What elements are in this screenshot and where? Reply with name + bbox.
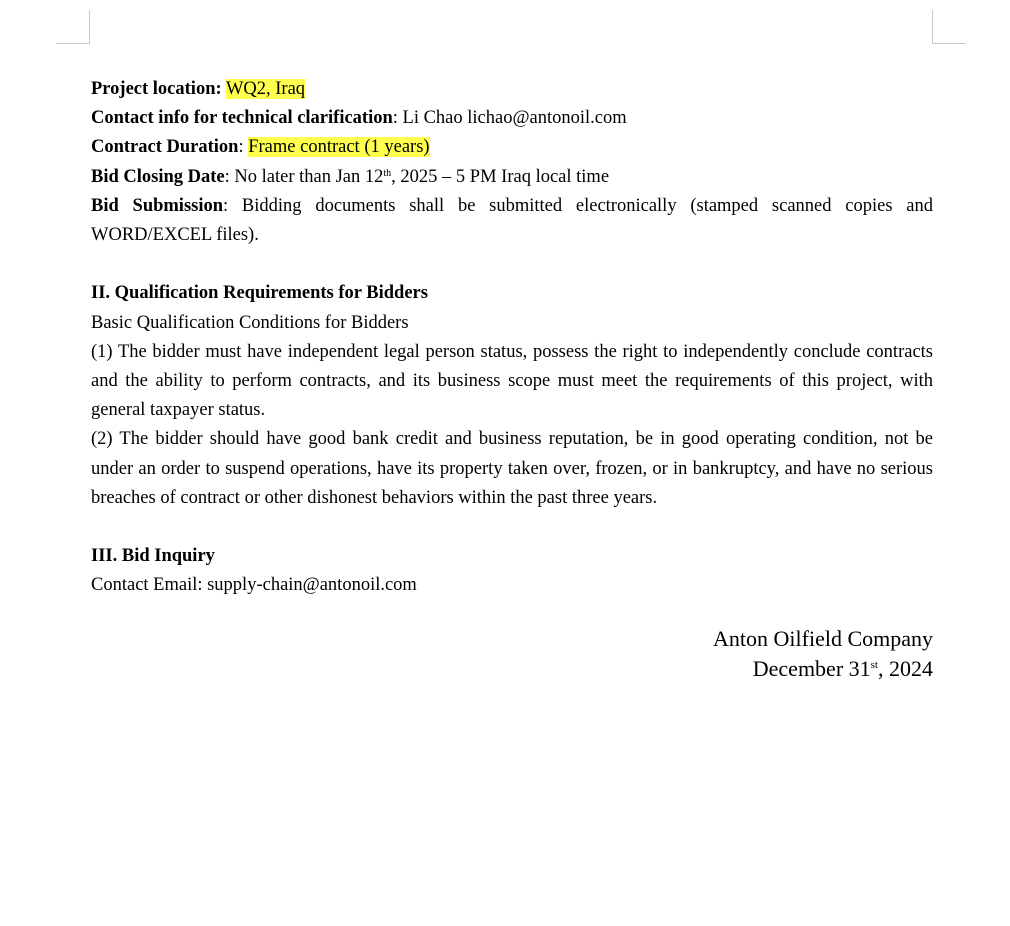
spacer bbox=[91, 250, 933, 279]
section-2-heading bbox=[91, 279, 933, 308]
signature-date-ordinal: st bbox=[870, 659, 878, 671]
project-location-line bbox=[91, 75, 933, 104]
signature-date bbox=[713, 654, 933, 684]
contract-duration-line bbox=[91, 133, 933, 162]
section-2-subheading: Basic Qualification Conditions for Bidders bbox=[91, 312, 409, 333]
page-corner-mark-top-right bbox=[932, 10, 966, 44]
technical-contact-label: Contact info for technical clarification bbox=[91, 108, 393, 129]
section-3-heading bbox=[91, 542, 933, 571]
contract-duration-separator: : bbox=[238, 137, 249, 158]
signature-date-year: , 2024 bbox=[878, 656, 933, 681]
bid-submission-value: : Bidding documents shall be submitted electronically (stamped scanned copies and WORD/EXCEL files). bbox=[91, 195, 933, 246]
contract-duration-value: Frame contract (1 years) bbox=[248, 137, 430, 158]
section-2-heading-text: II. Qualification Requirements for Bidders bbox=[91, 283, 428, 304]
qualification-item-1: (1) The bidder must have independent legal person status, possess the right to independently conclude contracts and the ability to perform contracts, and its business scope must meet the requirements of this project, with general taxpayer status. bbox=[91, 341, 933, 421]
spacer bbox=[91, 513, 933, 542]
bid-submission-paragraph bbox=[91, 192, 933, 250]
bid-submission-label: Bid Submission bbox=[91, 195, 224, 216]
section-3-heading-text: III. Bid Inquiry bbox=[91, 546, 215, 567]
project-location-value: WQ2, Iraq bbox=[225, 79, 306, 99]
bid-closing-date-label: Bid Closing Date bbox=[91, 166, 225, 187]
project-location-label: Project location: bbox=[91, 79, 222, 99]
contract-duration-label: Contract Duration bbox=[91, 137, 239, 158]
bid-closing-date-time: , 2025 – 5 PM Iraq local time bbox=[391, 166, 610, 187]
company-name: Anton Oilfield Company bbox=[713, 626, 933, 651]
qualification-item-2: (2) The bidder should have good bank credit and business reputation, be in good operating condition, not be under an order to suspend operations, have its property taken over, frozen, or in bankruptcy, and have no serious breaches of contract or other dishonest behaviors within the past three years. bbox=[91, 429, 933, 508]
bid-closing-date-line bbox=[91, 163, 933, 192]
signature-date-text: December 31 bbox=[752, 656, 871, 681]
technical-contact-value: : Li Chao lichao@antonoil.com bbox=[392, 108, 627, 129]
document-body bbox=[91, 75, 933, 601]
signature-block bbox=[713, 624, 933, 684]
page-corner-mark-top-left bbox=[56, 10, 90, 44]
contact-email-line: Contact Email: supply-chain@antonoil.com bbox=[91, 575, 417, 596]
bid-closing-date-value: : No later than Jan 12 bbox=[224, 166, 384, 187]
technical-contact-line bbox=[91, 104, 933, 133]
bid-closing-date-ordinal: th bbox=[383, 167, 392, 179]
